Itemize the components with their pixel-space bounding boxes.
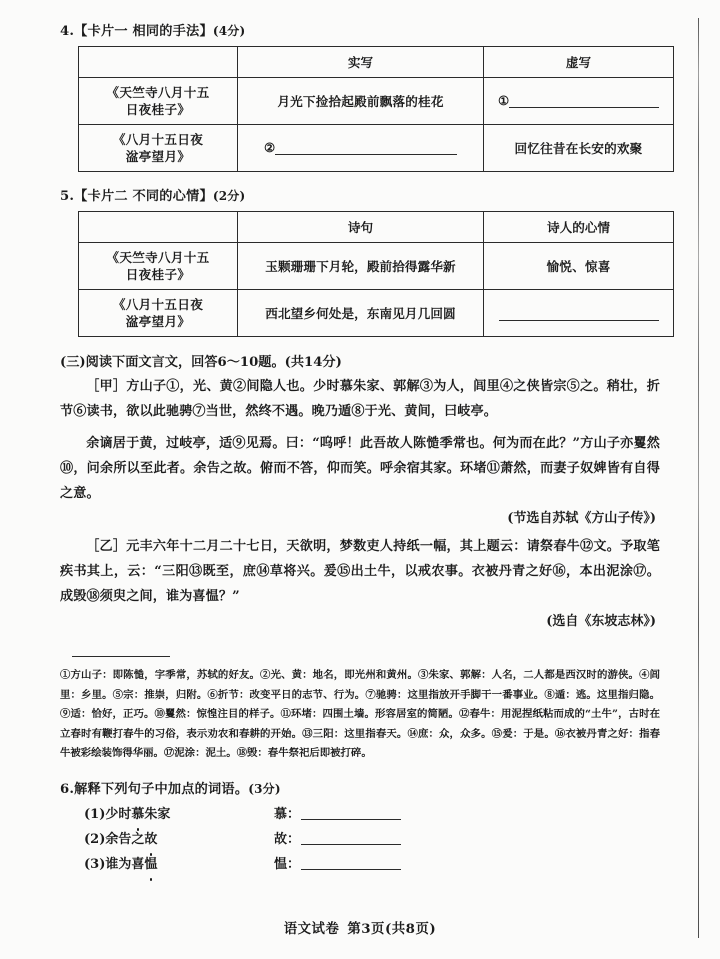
header-cell-virtual: 虚写 (484, 47, 674, 78)
poem-title-cell (79, 78, 238, 125)
item-index: (3) (84, 856, 106, 872)
list-item (60, 852, 660, 877)
mood-answer-blank[interactable] (484, 290, 674, 337)
table-row (79, 243, 674, 290)
question-4-number: 4. (60, 24, 75, 39)
footnote-separator-rule (72, 656, 170, 657)
list-item (60, 802, 660, 827)
stem-post: 朱家 (144, 806, 171, 822)
answer-word: 故 (274, 831, 288, 847)
poem-title-line1: 《八月十五日夜 (112, 132, 204, 147)
passage-yi-text-1: 元丰六年十二月二十七日，天欲明，梦数吏人持纸一幅，其上题云：请祭春牛⑫文。予取笔疾书其上，云：“三阳⑬既至，庶⑭草将兴。爰⑮出土牛，以戒农事。衣被丹青之好⑯，本出泥涂⑰。成毁⑱须臾之间，谁为喜愠？” (60, 539, 661, 604)
poem-title-cell (79, 125, 238, 172)
poem-title-line2: 湓亭望月》 (125, 314, 191, 329)
passage-yi-source: (选自《东坡志林》) (546, 614, 656, 629)
question-6-stem-1 (84, 802, 274, 827)
poem-title-cell (79, 290, 238, 337)
passage-jia-text-1: 方山子①，光、黄②间隐人也。少时慕朱家、郭解③为人，闾里④之侠皆宗⑤之。稍壮，折节⑥读书，欲以此驰骋⑦当世，然终不遇。晚乃遁⑧于光、黄间，曰岐亭。 (60, 379, 661, 419)
answer-colon: ： (287, 831, 301, 847)
list-item (60, 827, 660, 852)
question-6-answer-3[interactable] (274, 852, 401, 877)
scan-edge-line (698, 18, 699, 938)
poem-title-line1: 《八月十五日夜 (112, 297, 204, 312)
answer-rule[interactable] (509, 107, 659, 108)
poem-title-line1: 《天竺寺八月十五 (106, 85, 210, 100)
footnote-text: ①方山子：即陈慥，字季常，苏轼的好友。②光、黄：地名，即光州和黄州。③朱家、郭解：人名，二人都是西汉时的游侠。④闾里：乡里。⑤宗：推崇，归附。⑥折节：改变平日的志节、行为。⑦驰骋：这里指放开手脚干一番事业。⑧遁：逃。这里指归隐。⑨适：恰好，正巧。⑩矍然：惊惶注目的样子。⑪环堵：四围土墙。形容居室的简陋。⑫春牛：用泥捏纸粘而成的“土牛”，古时在立春时有鞭打春牛的习俗，表示劝农和春耕的开始。⑬三阳：这里指春天。⑭庶：众，众多。⑮爰：于是。⑯衣被丹青之好：指春牛被彩绘装饰得华丽。⑰泥涂：泥土。⑱毁：春牛祭祀后即被打碎。 (60, 669, 660, 759)
virtual-description-cell: 回忆往昔在长安的欢聚 (484, 125, 674, 172)
table-row (79, 78, 674, 125)
verse-cell: 玉颗珊珊下月轮，殿前拾得露华新 (238, 243, 484, 290)
header-cell-blank (79, 47, 238, 78)
question-5-number: 5. (60, 189, 75, 204)
item-index: (2) (84, 831, 106, 847)
table-row (79, 125, 674, 172)
question-6-stem-2 (84, 827, 274, 852)
answer-rule[interactable] (275, 154, 457, 155)
item-index: (1) (84, 806, 106, 822)
poem-title-cell (79, 243, 238, 290)
footer-page-number: 第3页(共8页) (347, 921, 437, 937)
poem-title-line2: 湓亭望月》 (125, 149, 191, 164)
header-cell-verse: 诗句 (238, 212, 484, 243)
passage-jia-source: (节选自苏轼《方山子传》) (507, 511, 656, 526)
footer-subject: 语文试卷 (283, 921, 340, 937)
answer-colon: ： (287, 856, 301, 872)
poem-title-line1: 《天竺寺八月十五 (106, 250, 210, 265)
emphasis-dot-char: 愠 (144, 852, 157, 877)
question-5-points: (2分) (212, 189, 246, 203)
question-6-title: 解释下列句子中加点的词语。 (74, 781, 249, 797)
stem-pre: 少时 (105, 806, 132, 822)
passage-yi-paragraph-1 (60, 534, 660, 609)
stem-pre: 余告之 (105, 831, 145, 847)
real-description-cell: 月光下捡拾起殿前飘落的桂花 (238, 78, 484, 125)
header-cell-real: 实写 (238, 47, 484, 78)
emphasis-dot-char: 慕 (131, 802, 144, 827)
answer-colon: ： (287, 806, 301, 822)
question-6-answer-2[interactable] (274, 827, 401, 852)
answer-rule[interactable] (301, 819, 401, 820)
page-footer (0, 918, 720, 937)
question-5-heading (60, 185, 660, 204)
answer-rule[interactable] (301, 869, 401, 870)
question-4-points: (4分) (212, 24, 246, 38)
question-4-title: 【卡片一 相同的手法】 (74, 24, 213, 39)
card-one-table (78, 46, 674, 172)
blank-marker-1: ① (497, 93, 510, 109)
real-answer-blank-2[interactable] (238, 125, 484, 172)
table-header-row (79, 47, 674, 78)
emphasis-dot-char: 故 (144, 827, 157, 852)
answer-rule[interactable] (499, 319, 659, 321)
question-6-items (60, 802, 660, 877)
mood-cell: 愉悦、惊喜 (484, 243, 674, 290)
answer-rule[interactable] (301, 844, 401, 845)
table-header-row (79, 212, 674, 243)
stem-pre: 谁为喜 (105, 856, 145, 872)
question-6-answer-1[interactable] (274, 802, 401, 827)
question-4-heading (60, 20, 660, 39)
passage-yi-label: ［乙］ (86, 539, 127, 554)
verse-cell: 西北望乡何处是，东南见月几回圆 (238, 290, 484, 337)
poem-title-line2: 日夜桂子》 (125, 267, 191, 282)
passage-jia-paragraph-2: 余谪居于黄，过岐亭，适⑨见焉。曰：“呜呼！此吾故人陈慥季常也。何为而在此？”方山子亦矍然⑩，问余所以至此者。余告之故。俯而不答，仰而笑。呼余宿其家。环堵⑪萧然，而妻子奴婢皆有自得之意。 (60, 436, 660, 501)
passage-jia-label: ［甲］ (86, 379, 127, 394)
question-6-points: (3分) (248, 781, 281, 796)
question-6-stem-3 (84, 852, 274, 877)
section-three-heading: (三)阅读下面文言文，回答6～10题。(共14分) (60, 355, 342, 370)
virtual-answer-blank-1[interactable] (484, 78, 674, 125)
question-6-number: 6. (60, 781, 75, 797)
answer-word: 慕 (274, 806, 288, 822)
header-cell-blank (79, 212, 238, 243)
question-5-title: 【卡片二 不同的心情】 (74, 189, 213, 204)
question-6-heading (60, 778, 660, 797)
page-content (60, 0, 660, 877)
passage-jia-paragraph-1 (60, 374, 660, 424)
blank-marker-2: ② (263, 140, 276, 156)
card-two-table (78, 211, 674, 337)
poem-title-line2: 日夜桂子》 (125, 102, 191, 117)
header-cell-mood: 诗人的心情 (484, 212, 674, 243)
answer-word: 愠 (274, 856, 288, 872)
table-row (79, 290, 674, 337)
